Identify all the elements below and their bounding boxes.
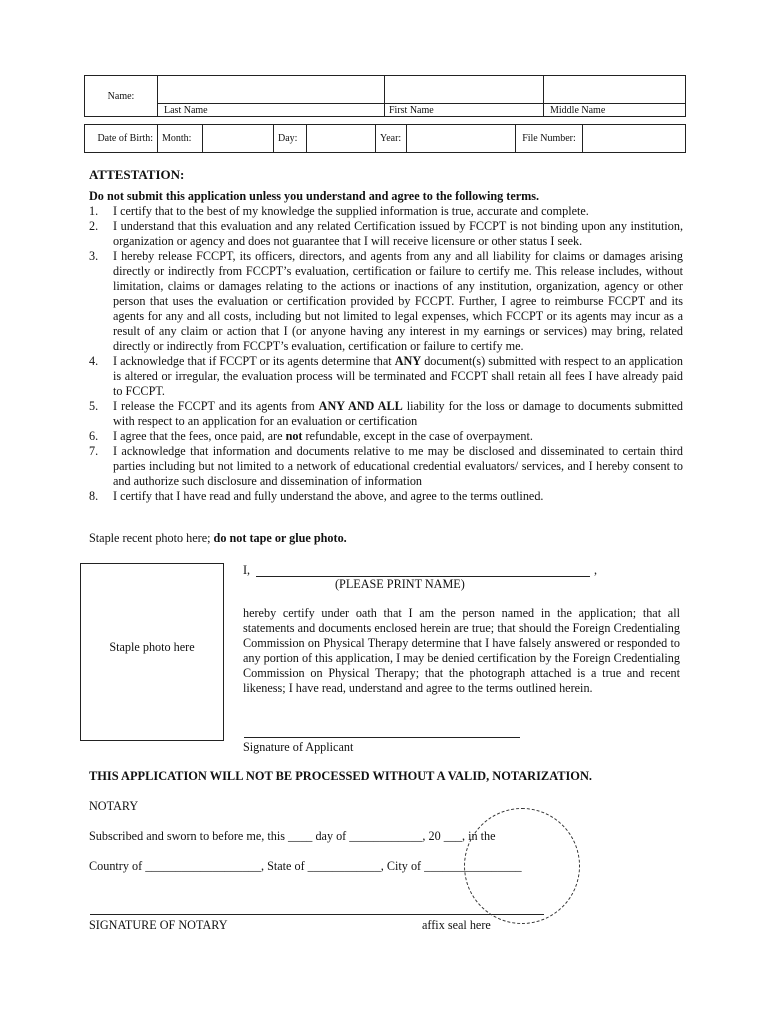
dob-label-cell [85,125,158,153]
attestation-item-number: 2. [89,219,99,233]
attestation-intro: Do not submit this application unless you understand and agree to the following terms. [89,189,540,203]
middle-name-caption: Middle Name [550,104,606,116]
last-name-caption: Last Name [164,104,208,116]
attestation-item-text: I release the FCCPT and its agents from [113,399,319,413]
month-label: Month: [162,133,192,144]
attestation-item-text: refundable, except in the case of overpayment. [302,429,533,443]
photo-instruction-text: Staple recent photo here; [89,531,214,545]
attestation-item-text: I certify that I have read and fully understand the above, and agree to the terms outlined. [113,489,544,503]
photo-instruction-bold: do not tape or glue photo. [213,531,347,545]
name-label-cell [85,76,158,117]
file-number-label-cell [516,125,583,153]
attestation-item [89,204,683,219]
file-number-input[interactable] [583,125,686,153]
attestation-item-text: I certify that to the best of my knowledge the supplied information is true, accurate and complete. [113,204,589,218]
file-number-label: File Number: [522,133,576,144]
name-label: Name: [107,90,135,102]
year-label-cell [376,125,407,153]
first-name-caption-cell [385,104,544,117]
first-name-caption: First Name [389,104,434,116]
middle-name-input[interactable] [544,76,686,104]
notarization-warning: THIS APPLICATION WILL NOT BE PROCESSED WITHOUT A VALID, NOTARIZATION. [89,769,592,783]
year-label: Year: [380,133,402,144]
day-label: Day: [278,133,298,144]
day-label-cell [274,125,307,153]
oath-comma: , [594,563,598,577]
attestation-item [89,489,683,504]
photo-instruction [89,531,347,546]
location-line: Country of ___________________, State of ____________, City of ________________ [89,859,522,873]
seal-circle [464,808,580,924]
last-name-caption-cell [158,104,385,117]
photo-box-label: Staple photo here [109,640,195,654]
attestation-item [89,354,683,399]
attestation-item-number: 5. [89,399,99,413]
attestation-item-text: document(s) submitted with respect to an application is altered or irregular, the evaluation process will be terminated and FCCPT shall retain all fees I have already paid to FCCPT. [113,354,683,398]
attestation-item [89,399,683,429]
day-input[interactable] [307,125,376,153]
attestation-item [89,429,683,444]
attestation-item-number: 4. [89,354,99,368]
name-table [84,75,686,117]
middle-name-caption-cell [544,104,686,117]
attestation-item [89,219,683,249]
dob-table [84,124,686,153]
dob-label: Date of Birth: [97,133,153,144]
attestation-terms-list [89,204,683,504]
last-name-input[interactable] [158,76,385,104]
attestation-item [89,249,683,354]
notary-title: NOTARY [89,799,139,813]
attestation-item-number: 8. [89,489,99,503]
oath-body: hereby certify under oath that I am the person named in the application; that all statements and documents enclosed herein are true; that should the Foreign Credentialing Commission on Physical Therapy determine that I have falsely answered or responded to any portion of this application, I may be denied certification by the Foreign Credentialing Commission on Physical Therapy; that the photograph attached is a true and recent likeness; I have read, understand and agree to the terms outlined herein. [243,606,680,695]
attestation-item-text: I agree that the fees, once paid, are [113,429,286,443]
applicant-signature-label: Signature of Applicant [243,740,354,754]
attestation-item-emphasis: ANY [394,354,422,368]
attestation-item-number: 3. [89,249,99,263]
month-label-cell [158,125,203,153]
attestation-item-number: 1. [89,204,99,218]
attestation-item-text: I hereby release FCCPT, its officers, directors, and agents from any and all liability for claims or damages arising directly or indirectly from FCCPT’s evaluation, certification or failure to certify me. This release includes, without limitation, claims or damages relating to the actions or inactions of any institution, organization, agency or other person that uses the evaluation or certification provided by FCCPT. Further, I agree to reimburse FCCPT and its agents for any and all costs, including but not limited to legal expenses, which FCCPT or its agents may incur as a result of any claim or action that I (or anyone having any interest in my earnings or services) may bring, related directly or indirectly from FCCPT’s evaluation, certification or failure to certify me. [113,249,683,353]
applicant-signature-line[interactable] [244,737,520,738]
attestation-item [89,444,683,489]
attestation-item-number: 6. [89,429,99,443]
seal-label: affix seal here [422,918,491,932]
oath-i-prefix: I, [243,563,251,577]
attestation-item-text: liability for the loss or damage to documents submitted with respect to an application for an evaluation or certification [113,399,683,428]
year-input[interactable] [407,125,516,153]
attestation-item-text: I acknowledge that if FCCPT or its agents determine that [113,354,395,368]
notary-signature-line[interactable] [90,914,544,915]
attestation-item-text: I acknowledge that information and documents relative to me may be disclosed and disseminated to certain third parties including but not limited to a network of educational credential evaluators/ services, and I hereby consent to and authorize such disclosure and dissemination of information [113,444,683,488]
print-name-caption: (PLEASE PRINT NAME) [335,577,465,591]
attestation-item-text: I understand that this evaluation and any related Certification issued by FCCPT is not binding upon any institution, organization or agency and does not guarantee that I will receive licensure or other status I seek. [113,219,683,248]
photo-box[interactable] [80,563,224,741]
attestation-item-number: 7. [89,444,99,458]
notary-signature-label: SIGNATURE OF NOTARY [89,918,228,932]
attestation-title: ATTESTATION: [89,167,185,182]
attestation-item-emphasis: not [285,429,303,443]
attestation-item-emphasis: ANY AND ALL [318,399,403,413]
sworn-line: Subscribed and sworn to before me, this ____ day of ____________, 20 ___, in the [89,829,496,843]
month-input[interactable] [203,125,274,153]
first-name-input[interactable] [385,76,544,104]
